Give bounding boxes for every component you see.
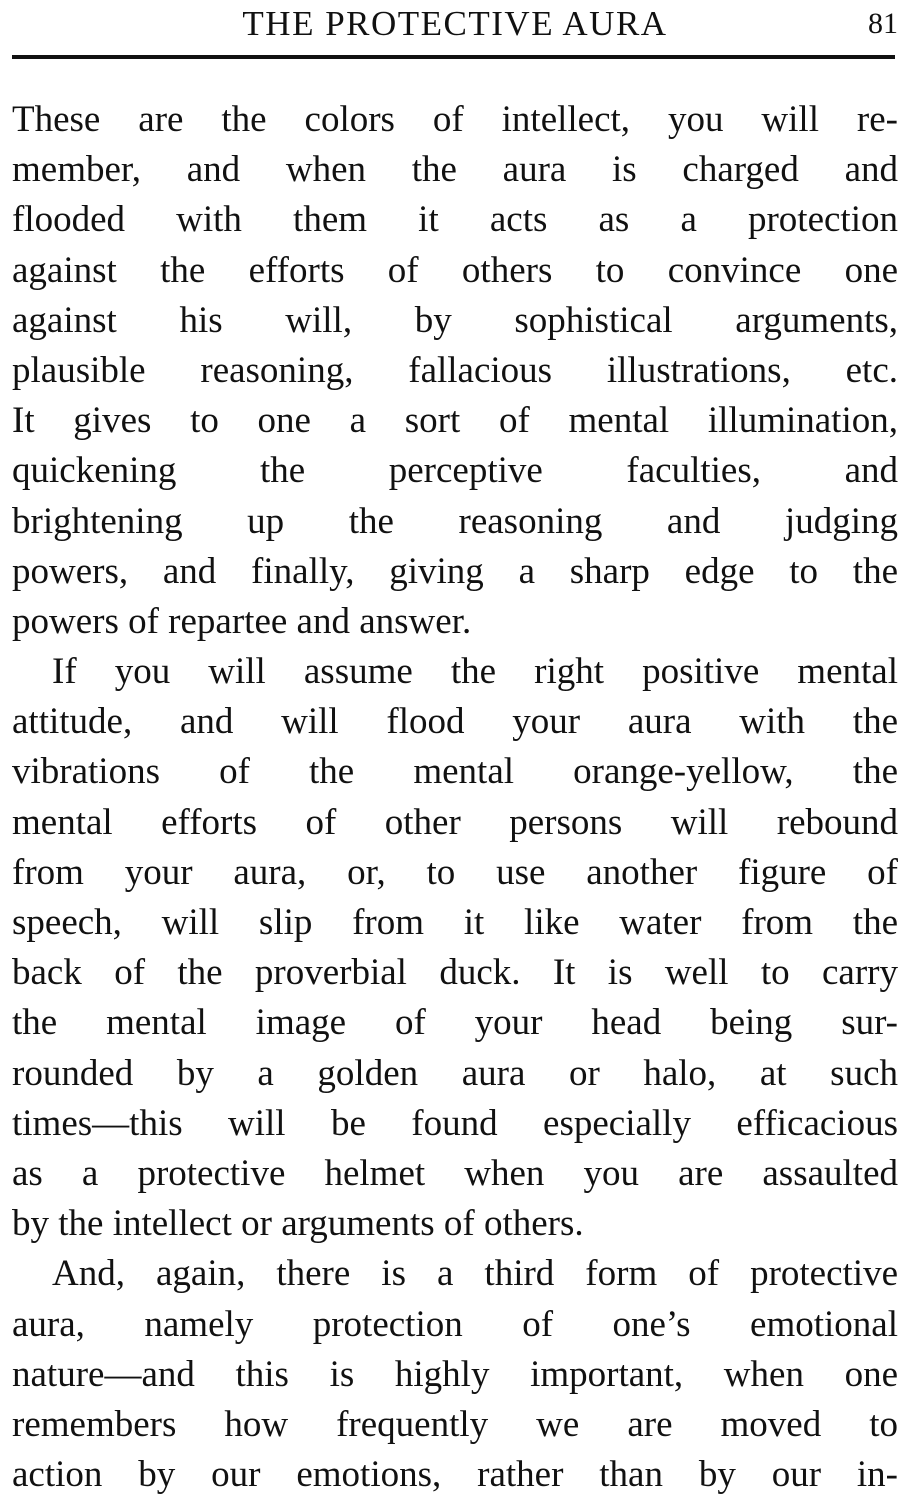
page-number: 81 <box>868 7 898 40</box>
paragraph-1-line-9: brightening up the reasoning and judging <box>12 500 898 542</box>
paragraph-2-line-11: as a protective helmet when you are assaulted <box>12 1152 898 1194</box>
paragraph-1-line-1: These are the colors of intellect, you will re- <box>12 99 898 140</box>
paragraph-1-line-10: powers, and finally, giving a sharp edge to the <box>12 550 898 592</box>
paragraph-3-line-4: remembers how frequently we are moved to <box>12 1403 898 1445</box>
paragraph-2-line-2: attitude, and will flood your aura with the <box>12 701 898 743</box>
paragraph-1-line-5: against his will, by sophistical arguments, <box>12 299 898 341</box>
paragraph-3-line-1: And, again, there is a third form of protective <box>52 1253 898 1295</box>
paragraph-1-line-4: against the efforts of others to convince one <box>12 249 898 291</box>
paragraph-3-line-2: aura, namely protection of one’s emotional <box>12 1303 898 1345</box>
paragraph-2-line-7: back of the proverbial duck. It is well to carry <box>12 952 898 994</box>
running-title: THE PROTECTIVE AURA <box>242 4 668 43</box>
paragraph-2-line-1: If you will assume the right positive mental <box>52 651 898 693</box>
paragraph-2-line-3: vibrations of the mental orange-yellow, the <box>12 751 898 793</box>
header-rule <box>12 55 895 59</box>
paragraph-2-line-5: from your aura, or, to use another figure of <box>12 851 898 893</box>
paragraph-2-line-6: speech, will slip from it like water from the <box>12 902 898 943</box>
paragraph-3-line-5: action by our emotions, rather than by our in- <box>12 1454 898 1496</box>
paragraph-2-line-12: by the intellect or arguments of others. <box>12 1203 584 1245</box>
paragraph-1-line-3: flooded with them it acts as a protection <box>12 199 898 241</box>
paragraph-2-line-4: mental efforts of other persons will rebound <box>12 801 898 843</box>
paragraph-2-line-9: rounded by a golden aura or halo, at such <box>12 1052 898 1094</box>
paragraph-1-line-7: It gives to one a sort of mental illumination, <box>12 400 898 442</box>
paragraph-3-line-3: nature—and this is highly important, when one <box>12 1353 898 1395</box>
paragraph-1-line-2: member, and when the aura is charged and <box>12 149 898 191</box>
paragraph-2-line-10: times—this will be found especially efficacious <box>12 1102 898 1144</box>
paragraph-1-line-6: plausible reasoning, fallacious illustrations, etc. <box>12 349 898 391</box>
paragraph-1-line-11: powers of repartee and answer. <box>12 600 472 642</box>
running-head <box>12 4 898 44</box>
paragraph-2-line-8: the mental image of your head being sur- <box>12 1002 898 1044</box>
body-text <box>12 95 898 1500</box>
paragraph-1-line-8: quickening the perceptive faculties, and <box>12 450 898 492</box>
